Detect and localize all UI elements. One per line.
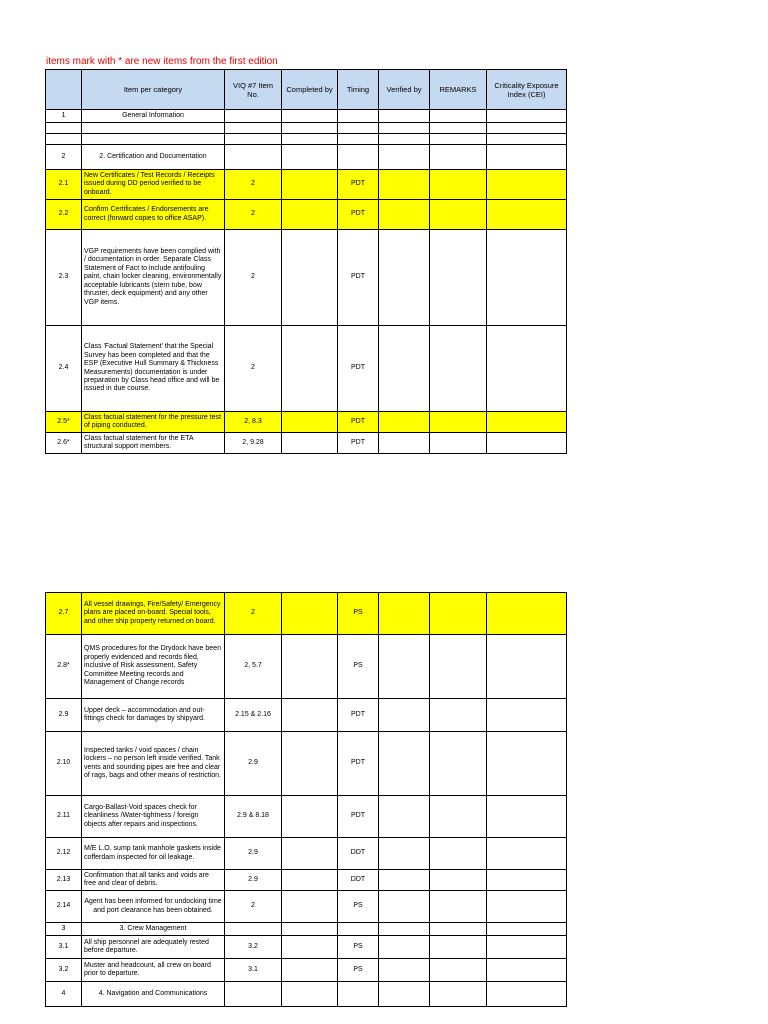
row-viq: 2.15 & 2.16: [225, 699, 282, 732]
row-cei: [487, 982, 567, 1007]
row-number: [46, 123, 82, 134]
row-completed-by: [282, 870, 338, 891]
row-item: 3. Crew Management: [82, 923, 225, 936]
row-item: New Certificates / Test Records / Receipts issued during DD period verified to be onboard.: [82, 170, 225, 200]
header-verified-by: Verified by: [379, 70, 430, 110]
row-item: Inspected tanks / void spaces / chain lockers – no person left inside verified. Tank vents and sounding pipes are free and clear of rags, bags and other means of restriction.: [82, 732, 225, 796]
row-remarks: [430, 412, 487, 433]
row-number: 2.5*: [46, 412, 82, 433]
row-viq: 3.2: [225, 936, 282, 959]
row-timing: PS: [338, 959, 379, 982]
row-number: 3: [46, 923, 82, 936]
row-completed-by: [282, 123, 338, 134]
row-item: All ship personnel are adequately rested before departure.: [82, 936, 225, 959]
row-cei: [487, 870, 567, 891]
row-item: Cargo-Ballast-Void spaces check for cleanliness /Water-tightness / foreign objects after repairs and inspections.: [82, 796, 225, 838]
row-verified-by: [379, 936, 430, 959]
table-row: [46, 170, 567, 200]
row-remarks: [430, 891, 487, 923]
row-remarks: [430, 923, 487, 936]
row-verified-by: [379, 134, 430, 145]
row-viq: 2, 9.28: [225, 433, 282, 454]
table-row: [46, 412, 567, 433]
table-row: [46, 923, 567, 936]
row-remarks: [430, 123, 487, 134]
row-verified-by: [379, 433, 430, 454]
row-item: Class 'Factual Statement' that the Special Survey has been completed and that the ESP (Executive Hull Summary & Thickness Measurements) documentation is under preparation by Class head office and will be issued in due course.: [82, 326, 225, 412]
row-completed-by: [282, 936, 338, 959]
row-remarks: [430, 110, 487, 123]
row-number: 4: [46, 982, 82, 1007]
row-remarks: [430, 732, 487, 796]
row-item: [82, 123, 225, 134]
table-row: [46, 145, 567, 170]
row-viq: 2.9: [225, 870, 282, 891]
table-row: [46, 635, 567, 699]
header-cei: Criticality Exposure Index (CEI): [487, 70, 567, 110]
row-number: 2.3: [46, 230, 82, 326]
row-number: 3.2: [46, 959, 82, 982]
row-completed-by: [282, 838, 338, 870]
table-row: [46, 230, 567, 326]
row-timing: PDT: [338, 732, 379, 796]
row-viq: [225, 923, 282, 936]
row-timing: PS: [338, 891, 379, 923]
row-number: 2.4: [46, 326, 82, 412]
header-completed-by: Completed by: [282, 70, 338, 110]
row-viq: 2: [225, 326, 282, 412]
row-timing: DDT: [338, 838, 379, 870]
header-no: [46, 70, 82, 110]
row-viq: [225, 134, 282, 145]
row-verified-by: [379, 699, 430, 732]
header-viq: VIQ #7 Item No.: [225, 70, 282, 110]
row-cei: [487, 326, 567, 412]
row-remarks: [430, 936, 487, 959]
row-verified-by: [379, 230, 430, 326]
table-row: [46, 110, 567, 123]
table-row: [46, 796, 567, 838]
row-timing: PDT: [338, 170, 379, 200]
row-verified-by: [379, 923, 430, 936]
checklist-table-top: [45, 69, 567, 454]
row-timing: PS: [338, 635, 379, 699]
row-completed-by: [282, 796, 338, 838]
table-row: [46, 326, 567, 412]
row-verified-by: [379, 110, 430, 123]
row-timing: PS: [338, 936, 379, 959]
row-timing: [338, 923, 379, 936]
row-completed-by: [282, 982, 338, 1007]
row-cei: [487, 433, 567, 454]
row-number: 2.11: [46, 796, 82, 838]
row-item: All vessel drawings, Fire/Safety/ Emergency plans are placed on-board. Special tools, and other ship property returned on board.: [82, 593, 225, 635]
row-cei: [487, 891, 567, 923]
row-item: 2. Certification and Documentation: [82, 145, 225, 170]
row-verified-by: [379, 870, 430, 891]
row-completed-by: [282, 732, 338, 796]
row-number: 2.14: [46, 891, 82, 923]
row-item: Muster and headcount, all crew on board prior to departure.: [82, 959, 225, 982]
row-verified-by: [379, 635, 430, 699]
row-verified-by: [379, 982, 430, 1007]
row-remarks: [430, 145, 487, 170]
row-completed-by: [282, 230, 338, 326]
row-completed-by: [282, 433, 338, 454]
table-row: [46, 959, 567, 982]
header-remarks: REMARKS: [430, 70, 487, 110]
row-cei: [487, 200, 567, 230]
row-timing: PDT: [338, 326, 379, 412]
table-row: [46, 891, 567, 923]
row-viq: 2: [225, 891, 282, 923]
row-cei: [487, 838, 567, 870]
row-number: [46, 134, 82, 145]
edition-note: items mark with * are new items from the first edition: [46, 56, 278, 67]
table-row: [46, 123, 567, 134]
checklist-table-bottom: [45, 592, 567, 1007]
row-cei: [487, 110, 567, 123]
row-cei: [487, 699, 567, 732]
row-completed-by: [282, 593, 338, 635]
row-remarks: [430, 134, 487, 145]
row-verified-by: [379, 593, 430, 635]
row-viq: 2: [225, 200, 282, 230]
row-completed-by: [282, 959, 338, 982]
row-viq: 2.9: [225, 838, 282, 870]
row-viq: 2: [225, 593, 282, 635]
row-completed-by: [282, 923, 338, 936]
row-viq: 3.1: [225, 959, 282, 982]
row-completed-by: [282, 110, 338, 123]
row-item: Agent has been informed for undocking time and port clearance has been obtained.: [82, 891, 225, 923]
row-number: 2.13: [46, 870, 82, 891]
table-row: [46, 732, 567, 796]
row-item: Class factual statement for the ETA structural support members.: [82, 433, 225, 454]
row-remarks: [430, 982, 487, 1007]
row-timing: [338, 145, 379, 170]
table-row: [46, 838, 567, 870]
row-item: Confirmation that all tanks and voids are free and clear of debris.: [82, 870, 225, 891]
row-viq: 2: [225, 170, 282, 200]
row-number: 2: [46, 145, 82, 170]
row-completed-by: [282, 412, 338, 433]
row-timing: [338, 123, 379, 134]
row-item: VGP requirements have been complied with / documentation in order. Separate Class Statement of Fact to include antifouling paint, chain locker cleaning, environmentally acceptable lubricants (stern tube, bow thruster, deck equipment) and any other VGP items.: [82, 230, 225, 326]
row-remarks: [430, 635, 487, 699]
row-verified-by: [379, 796, 430, 838]
table-row: [46, 593, 567, 635]
table-row: [46, 936, 567, 959]
row-number: 2.12: [46, 838, 82, 870]
row-remarks: [430, 838, 487, 870]
row-number: 1: [46, 110, 82, 123]
row-verified-by: [379, 838, 430, 870]
row-remarks: [430, 699, 487, 732]
row-item: [82, 134, 225, 145]
row-viq: 2: [225, 230, 282, 326]
row-number: 2.6*: [46, 433, 82, 454]
row-item: 4. Navigation and Communications: [82, 982, 225, 1007]
row-timing: PDT: [338, 230, 379, 326]
row-item: General Information: [82, 110, 225, 123]
row-timing: [338, 982, 379, 1007]
row-number: 3.1: [46, 936, 82, 959]
row-item: Confirm Certificates / Endorsements are correct (forward copies to office ASAP).: [82, 200, 225, 230]
row-completed-by: [282, 326, 338, 412]
row-completed-by: [282, 635, 338, 699]
row-timing: PDT: [338, 699, 379, 732]
row-viq: 2, 5.7: [225, 635, 282, 699]
row-cei: [487, 412, 567, 433]
row-cei: [487, 732, 567, 796]
header-row: [46, 70, 567, 110]
row-cei: [487, 134, 567, 145]
row-completed-by: [282, 145, 338, 170]
row-timing: [338, 134, 379, 145]
row-timing: PDT: [338, 796, 379, 838]
row-cei: [487, 593, 567, 635]
row-verified-by: [379, 891, 430, 923]
table-row: [46, 200, 567, 230]
row-verified-by: [379, 123, 430, 134]
row-item: M/E L.O. sump tank manhole gaskets inside cofferdam inspected for oil leakage.: [82, 838, 225, 870]
row-viq: 2.9: [225, 732, 282, 796]
row-viq: 2.9 & 8.18: [225, 796, 282, 838]
row-cei: [487, 796, 567, 838]
row-completed-by: [282, 699, 338, 732]
row-number: 2.10: [46, 732, 82, 796]
table-row: [46, 134, 567, 145]
row-item: QMS procedures for the Drydock have been properly evidenced and records filed, inclusive of Risk assessment, Safety Committee Meeting records and Management of Change records: [82, 635, 225, 699]
row-cei: [487, 923, 567, 936]
row-remarks: [430, 433, 487, 454]
row-timing: PDT: [338, 433, 379, 454]
row-number: 2.1: [46, 170, 82, 200]
row-timing: DDT: [338, 870, 379, 891]
row-completed-by: [282, 200, 338, 230]
row-cei: [487, 936, 567, 959]
row-completed-by: [282, 134, 338, 145]
row-verified-by: [379, 959, 430, 982]
row-viq: [225, 123, 282, 134]
row-verified-by: [379, 732, 430, 796]
row-item: Class factual statement for the pressure test of piping conducted.: [82, 412, 225, 433]
row-remarks: [430, 796, 487, 838]
row-remarks: [430, 870, 487, 891]
row-cei: [487, 170, 567, 200]
row-cei: [487, 959, 567, 982]
row-item: Upper deck – accommodation and out-fittings check for damages by shipyard.: [82, 699, 225, 732]
row-viq: [225, 145, 282, 170]
row-viq: [225, 982, 282, 1007]
table-row: [46, 433, 567, 454]
row-verified-by: [379, 170, 430, 200]
row-remarks: [430, 959, 487, 982]
row-remarks: [430, 593, 487, 635]
row-number: 2.8*: [46, 635, 82, 699]
table-row: [46, 982, 567, 1007]
table-row: [46, 699, 567, 732]
row-viq: 2, 8.3: [225, 412, 282, 433]
row-verified-by: [379, 145, 430, 170]
row-verified-by: [379, 326, 430, 412]
row-completed-by: [282, 170, 338, 200]
row-cei: [487, 123, 567, 134]
row-timing: PDT: [338, 200, 379, 230]
row-timing: [338, 110, 379, 123]
row-number: 2.9: [46, 699, 82, 732]
row-remarks: [430, 230, 487, 326]
row-verified-by: [379, 412, 430, 433]
row-cei: [487, 230, 567, 326]
header-timing: Timing: [338, 70, 379, 110]
row-remarks: [430, 170, 487, 200]
row-remarks: [430, 326, 487, 412]
row-viq: [225, 110, 282, 123]
table-row: [46, 870, 567, 891]
row-verified-by: [379, 200, 430, 230]
row-number: 2.2: [46, 200, 82, 230]
header-item: Item per category: [82, 70, 225, 110]
row-number: 2.7: [46, 593, 82, 635]
row-cei: [487, 145, 567, 170]
row-timing: PS: [338, 593, 379, 635]
row-completed-by: [282, 891, 338, 923]
row-remarks: [430, 200, 487, 230]
row-cei: [487, 635, 567, 699]
row-timing: PDT: [338, 412, 379, 433]
